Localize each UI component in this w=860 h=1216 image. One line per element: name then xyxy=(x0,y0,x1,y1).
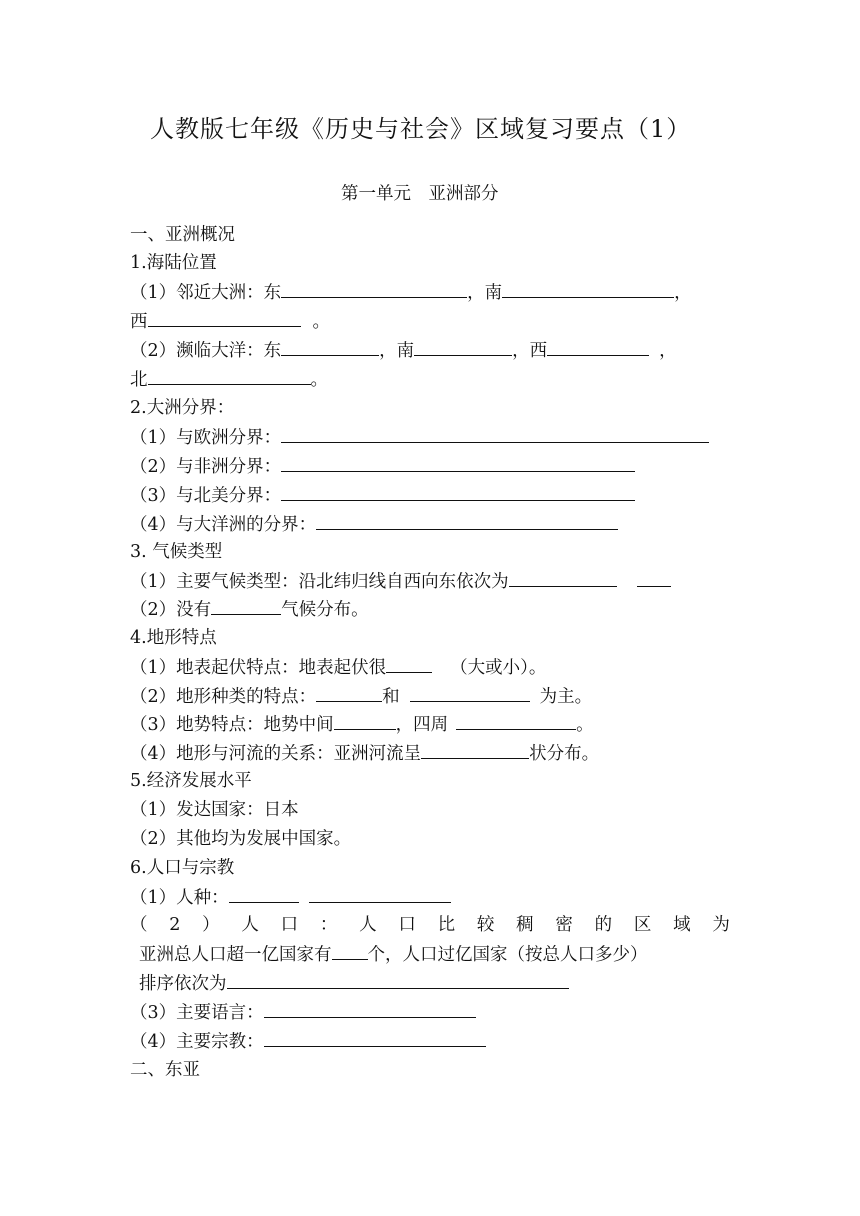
line-missing-climate: （2）没有 气候分布。 xyxy=(130,600,369,620)
subheading-2: 2.大洲分界： xyxy=(130,398,235,418)
population-char: ） xyxy=(202,915,220,935)
blank-country-count[interactable] xyxy=(332,943,368,960)
line-oceania-boundary: （4）与大洋洲的分界： xyxy=(130,513,618,536)
line-oceans: （2）濒临大洋：东 ，南 ，西 ， xyxy=(130,341,677,361)
line-north-america-boundary: （3）与北美分界： xyxy=(130,484,635,507)
unit-heading: 第一单元 亚洲部分 xyxy=(341,184,499,204)
population-char: 人 xyxy=(359,915,377,935)
line-oceans-cont: 北 。 xyxy=(130,370,328,390)
blank-climate-types-2[interactable] xyxy=(637,570,671,587)
line-developing: （2）其他均为发展中国家。 xyxy=(130,829,352,849)
subheading-5: 5.经济发展水平 xyxy=(130,771,252,791)
population-char: 比 xyxy=(437,915,456,935)
blank-africa-boundary[interactable] xyxy=(281,455,635,472)
line-africa-boundary: （2）与非洲分界： xyxy=(130,455,635,478)
document-title: 人教版七年级《历史与社会》区域复习要点（1） xyxy=(150,115,692,143)
blank-terrain-center[interactable] xyxy=(334,713,396,730)
blank-race-2[interactable] xyxy=(309,886,451,903)
line-languages: （3）主要语言： xyxy=(130,1001,476,1024)
blank-landform-1[interactable] xyxy=(316,685,382,702)
population-char: 密 xyxy=(555,915,573,935)
line-population-count: 亚洲总人口超一亿国家有 个，人口过亿国家（按总人口多少） xyxy=(139,945,648,965)
subheading-6: 6.人口与宗教 xyxy=(130,858,235,878)
line-neighbor-continents: （1）邻近大洲：东 ，南 ， xyxy=(130,283,692,303)
population-char: 域 xyxy=(673,915,691,935)
population-char: 口 xyxy=(398,915,416,935)
line-developed: （1）发达国家：日本 xyxy=(130,800,299,820)
population-char: 口 xyxy=(280,915,299,935)
blank-east-continent[interactable] xyxy=(281,281,467,298)
line-rivers: （4）地形与河流的关系：亚洲河流呈 状分布。 xyxy=(130,744,600,764)
section-heading-1: 一、亚洲概况 xyxy=(130,225,235,245)
line-religions: （4）主要宗教： xyxy=(130,1030,486,1053)
blank-river-pattern[interactable] xyxy=(421,742,529,759)
population-char: 稠 xyxy=(516,915,534,935)
blank-race-1[interactable] xyxy=(229,886,299,903)
subheading-4: 4.地形特点 xyxy=(130,628,217,648)
population-char: 人 xyxy=(241,915,259,935)
line-terrain: （3）地势特点：地势中间 ，四周 。 xyxy=(130,715,594,735)
blank-south-ocean[interactable] xyxy=(414,339,512,356)
blank-terrain-edge[interactable] xyxy=(456,713,576,730)
blank-religions[interactable] xyxy=(264,1030,486,1047)
blank-oceania-boundary[interactable] xyxy=(316,513,618,530)
line-landform-types: （2）地形种类的特点： 和 为主。 xyxy=(130,687,593,707)
blank-west-ocean[interactable] xyxy=(547,339,649,356)
line-population-spread xyxy=(130,914,730,936)
blank-north-ocean[interactable] xyxy=(148,368,311,385)
line-europe-boundary: （1）与欧洲分界： xyxy=(130,426,709,449)
blank-europe-boundary[interactable] xyxy=(281,426,709,443)
subheading-1: 1.海陆位置 xyxy=(130,253,217,273)
line-climate-types: （1）主要气候类型：沿北纬归线自西向东依次为 xyxy=(130,570,671,593)
blank-population-order[interactable] xyxy=(227,972,569,989)
blank-landform-2[interactable] xyxy=(410,685,530,702)
population-char: 2 xyxy=(169,915,181,935)
blank-south-continent[interactable] xyxy=(502,281,674,298)
blank-north-america-boundary[interactable] xyxy=(281,484,635,501)
subheading-3: 3. 气候类型 xyxy=(130,542,223,562)
population-char: 为 xyxy=(712,915,730,935)
population-char: 的 xyxy=(594,915,613,935)
blank-missing-climate[interactable] xyxy=(211,598,281,615)
line-neighbor-continents-cont: 西 。 xyxy=(130,312,330,332)
blank-west-continent[interactable] xyxy=(148,310,301,327)
line-relief: （1）地表起伏特点：地表起伏很 （大或小）。 xyxy=(130,658,547,678)
population-char: ： xyxy=(319,915,338,935)
population-char: （ xyxy=(130,915,148,935)
section-heading-2: 二、东亚 xyxy=(130,1060,200,1080)
blank-east-ocean[interactable] xyxy=(281,339,379,356)
line-population-order: 排序依次为 xyxy=(139,972,569,995)
blank-climate-types-1[interactable] xyxy=(509,570,617,587)
blank-languages[interactable] xyxy=(264,1001,476,1018)
line-race: （1）人种： xyxy=(130,886,451,909)
blank-relief[interactable] xyxy=(386,656,432,673)
population-char: 较 xyxy=(476,915,495,935)
population-char: 区 xyxy=(633,915,652,935)
